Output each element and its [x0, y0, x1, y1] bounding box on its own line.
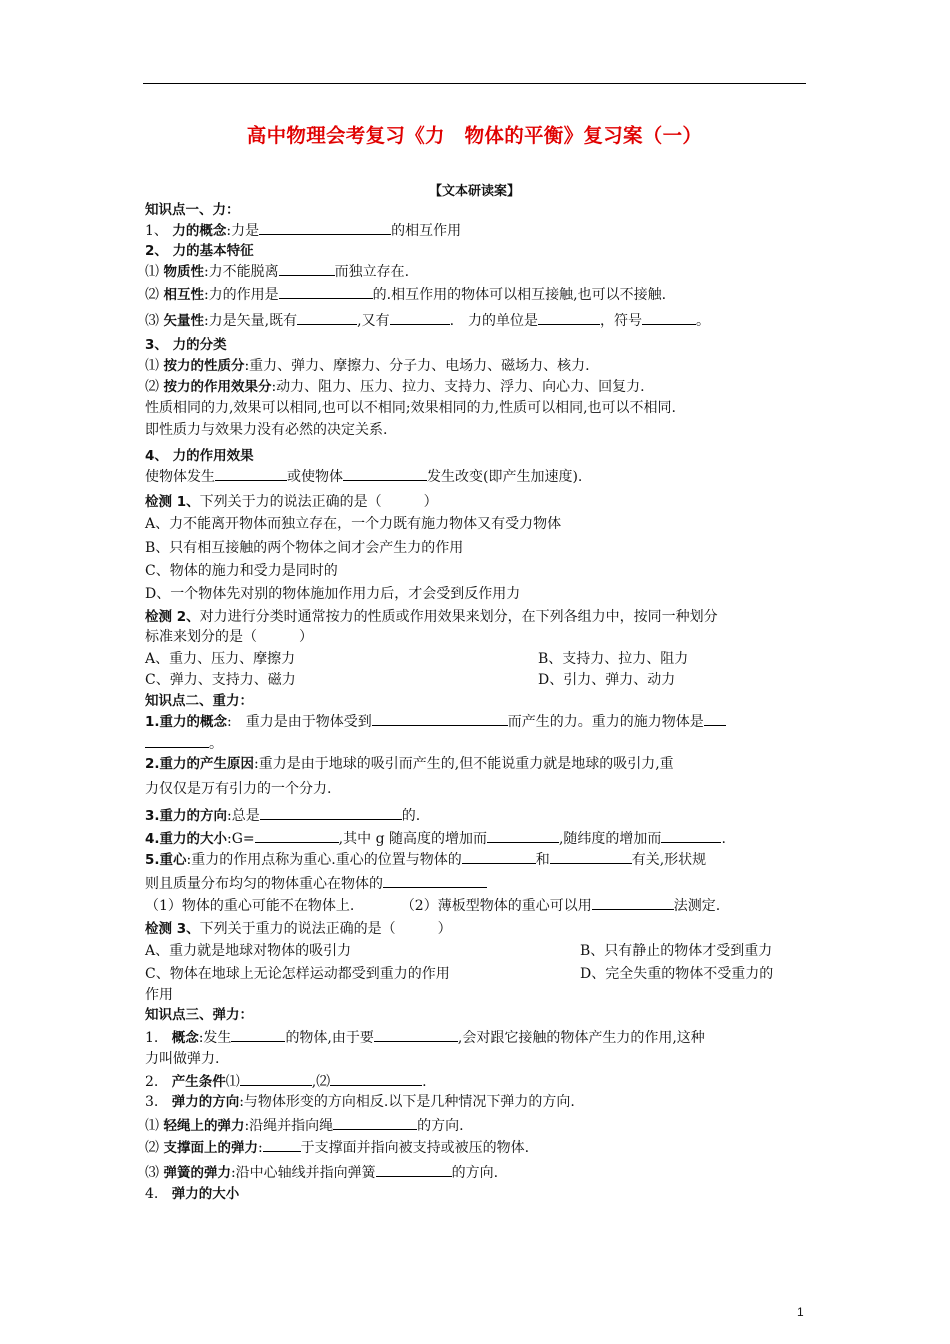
line-gravity-direction: 3.重力的方向:总是 的. [145, 808, 421, 824]
fill-blank[interactable] [259, 221, 391, 235]
section-heading-gravity: 知识点二、重力： [145, 693, 253, 709]
section-subtitle: 【文本研读案】 [428, 184, 520, 199]
option-3b[interactable]: B、只有静止的物体才受到重力 [580, 943, 773, 959]
line-force-effects: 4、 力的作用效果 [145, 448, 254, 464]
option-3c[interactable]: C、物体在地球上无论怎样运动都受到重力的作用 [145, 966, 450, 982]
fill-blank[interactable] [376, 1163, 452, 1177]
fill-blank[interactable] [240, 1072, 312, 1086]
fill-blank[interactable] [330, 1072, 422, 1086]
page-number: 1 [797, 1305, 804, 1319]
line-support-force: ⑵ 支撑面上的弹力: 于支撑面并指向被支持或被压的物体. [145, 1140, 530, 1156]
option-2a[interactable]: A、重力、压力、摩擦力 [145, 651, 296, 667]
line-gravity-cause: 2.重力的产生原因:重力是由于地球的吸引而产生的,但不能说重力就是地球的吸引力,重 [145, 756, 674, 772]
fill-blank[interactable] [145, 734, 209, 748]
fill-blank[interactable] [550, 850, 632, 864]
line-effects-detail: 使物体发生 或使物体 发生改变(即产生加速度). [145, 469, 583, 485]
fill-blank[interactable] [215, 467, 287, 481]
line-center-of-gravity-cont: 则且质量分布均匀的物体重心在物体的 [145, 874, 487, 893]
question-3: 检测 3、下列关于重力的说法正确的是（ ） [145, 921, 452, 937]
section-heading-force: 知识点一、力： [145, 202, 240, 218]
line-elastic-direction: 3. 弹力的方向:与物体形变的方向相反.以下是几种情况下弹力的方向. [145, 1094, 575, 1110]
line-by-effect: ⑵ 按力的作用效果分:动力、阻力、压力、拉力、支持力、浮力、向心力、回复力. [145, 379, 645, 395]
line-elastic-conditions: 2. 产生条件⑴ ,⑵ . [145, 1074, 427, 1090]
line-spring-force: ⑶ 弹簧的弹力:沿中心轴线并指向弹簧 的方向. [145, 1165, 499, 1181]
question-2: 检测 2、对力进行分类时通常按力的性质或作用效果来划分，在下列各组力中，按同一种划分 [145, 609, 718, 625]
question-2-cont: 标准来划分的是（ ） [145, 629, 313, 645]
line-rope-force: ⑴ 轻绳上的弹力:沿绳并指向绳 的方向. [145, 1118, 464, 1134]
fill-blank[interactable] [255, 829, 339, 843]
line-by-nature: ⑴ 按力的性质分:重力、弹力、摩擦力、分子力、电场力、磁场力、核力. [145, 358, 590, 374]
page-title: 高中物理会考复习《力 物体的平衡》复习案（一） [246, 124, 703, 147]
line-gravity-magnitude: 4.重力的大小:G= ,其中 g 随高度的增加而 ,随纬度的增加而 . [145, 831, 726, 847]
line-materiality: ⑴ 物质性:力不能脱离 而独立存在. [145, 264, 410, 280]
fill-blank[interactable] [661, 829, 721, 843]
option-2d[interactable]: D、引力、弹力、动力 [538, 672, 676, 688]
header-rule [143, 83, 806, 84]
fill-blank[interactable] [231, 1028, 285, 1042]
line-force-features: 2、 力的基本特征 [145, 243, 254, 259]
fill-blank[interactable] [487, 829, 559, 843]
fill-blank[interactable] [260, 806, 402, 820]
line-vector: ⑶ 矢量性:力是矢量,既有 ,又有 . 力的单位是 ，符号 。 [145, 313, 711, 329]
line-elastic-concept-cont: 力叫做弹力. [145, 1051, 220, 1067]
fill-blank[interactable] [383, 874, 487, 888]
line-center-of-gravity: 5.重心:重力的作用点称为重心.重心的位置与物体的 和 有关,形状规 [145, 852, 707, 868]
line-gravity-concept: 1.重力的概念: 重力是由于物体受到 而产生的力。重力的施力物体是 [145, 712, 726, 731]
option-3d[interactable]: D、完全失重的物体不受重力的 [580, 966, 774, 982]
fill-blank[interactable] [279, 285, 373, 299]
question-1: 检测 1、下列关于力的说法正确的是（ ） [145, 494, 438, 510]
fill-blank[interactable] [372, 712, 508, 726]
fill-blank[interactable] [704, 712, 726, 726]
fill-blank[interactable] [263, 1138, 301, 1152]
line-nature-effect-2: 即性质力与效果力没有必然的决定关系. [145, 422, 388, 438]
line-elastic-magnitude: 4. 弹力的大小 [145, 1186, 240, 1202]
fill-blank[interactable] [390, 311, 450, 325]
option-1a[interactable]: A、力不能离开物体而独立存在，一个力既有施力物体又有受力物体 [145, 516, 562, 532]
fill-blank[interactable] [462, 850, 536, 864]
line-gravity-concept-cont: 。 [145, 734, 223, 753]
option-1b[interactable]: B、只有相互接触的两个物体之间才会产生力的作用 [145, 540, 464, 556]
fill-blank[interactable] [592, 896, 674, 910]
line-gravity-cause-cont: 力仅仅是万有引力的一个分力. [145, 781, 332, 797]
line-nature-effect-1: 性质相同的力,效果可以相同,也可以不相同;效果相同的力,性质可以相同,也可以不相同. [145, 400, 676, 416]
option-2b[interactable]: B、支持力、拉力、阻力 [538, 651, 689, 667]
fill-blank[interactable] [538, 311, 600, 325]
option-3d-cont: 作用 [145, 987, 173, 1003]
fill-blank[interactable] [642, 311, 696, 325]
fill-blank[interactable] [279, 262, 335, 276]
line-center-notes: （1）物体的重心可能不在物体上. （2）薄板型物体的重心可以用 法测定. [145, 898, 721, 914]
fill-blank[interactable] [333, 1116, 417, 1130]
option-3a[interactable]: A、重力就是地球对物体的吸引力 [145, 943, 352, 959]
option-1d[interactable]: D、一个物体先对别的物体施加作用力后，才会受到反作用力 [145, 586, 521, 602]
option-2c[interactable]: C、弹力、支持力、磁力 [145, 672, 296, 688]
line-mutuality: ⑵ 相互性:力的作用是 的.相互作用的物体可以相互接触,也可以不接触. [145, 287, 667, 303]
fill-blank[interactable] [343, 467, 427, 481]
option-1c[interactable]: C、物体的施力和受力是同时的 [145, 563, 338, 579]
line-force-concept: 1、 力的概念:力是 的相互作用 [145, 223, 462, 239]
section-heading-elastic: 知识点三、弹力： [145, 1007, 253, 1023]
line-elastic-concept: 1. 概念:发生 的物体,由于要 ,会对跟它接触的物体产生力的作用,这种 [145, 1030, 705, 1046]
fill-blank[interactable] [297, 311, 357, 325]
fill-blank[interactable] [374, 1028, 458, 1042]
line-force-classification: 3、 力的分类 [145, 337, 227, 353]
